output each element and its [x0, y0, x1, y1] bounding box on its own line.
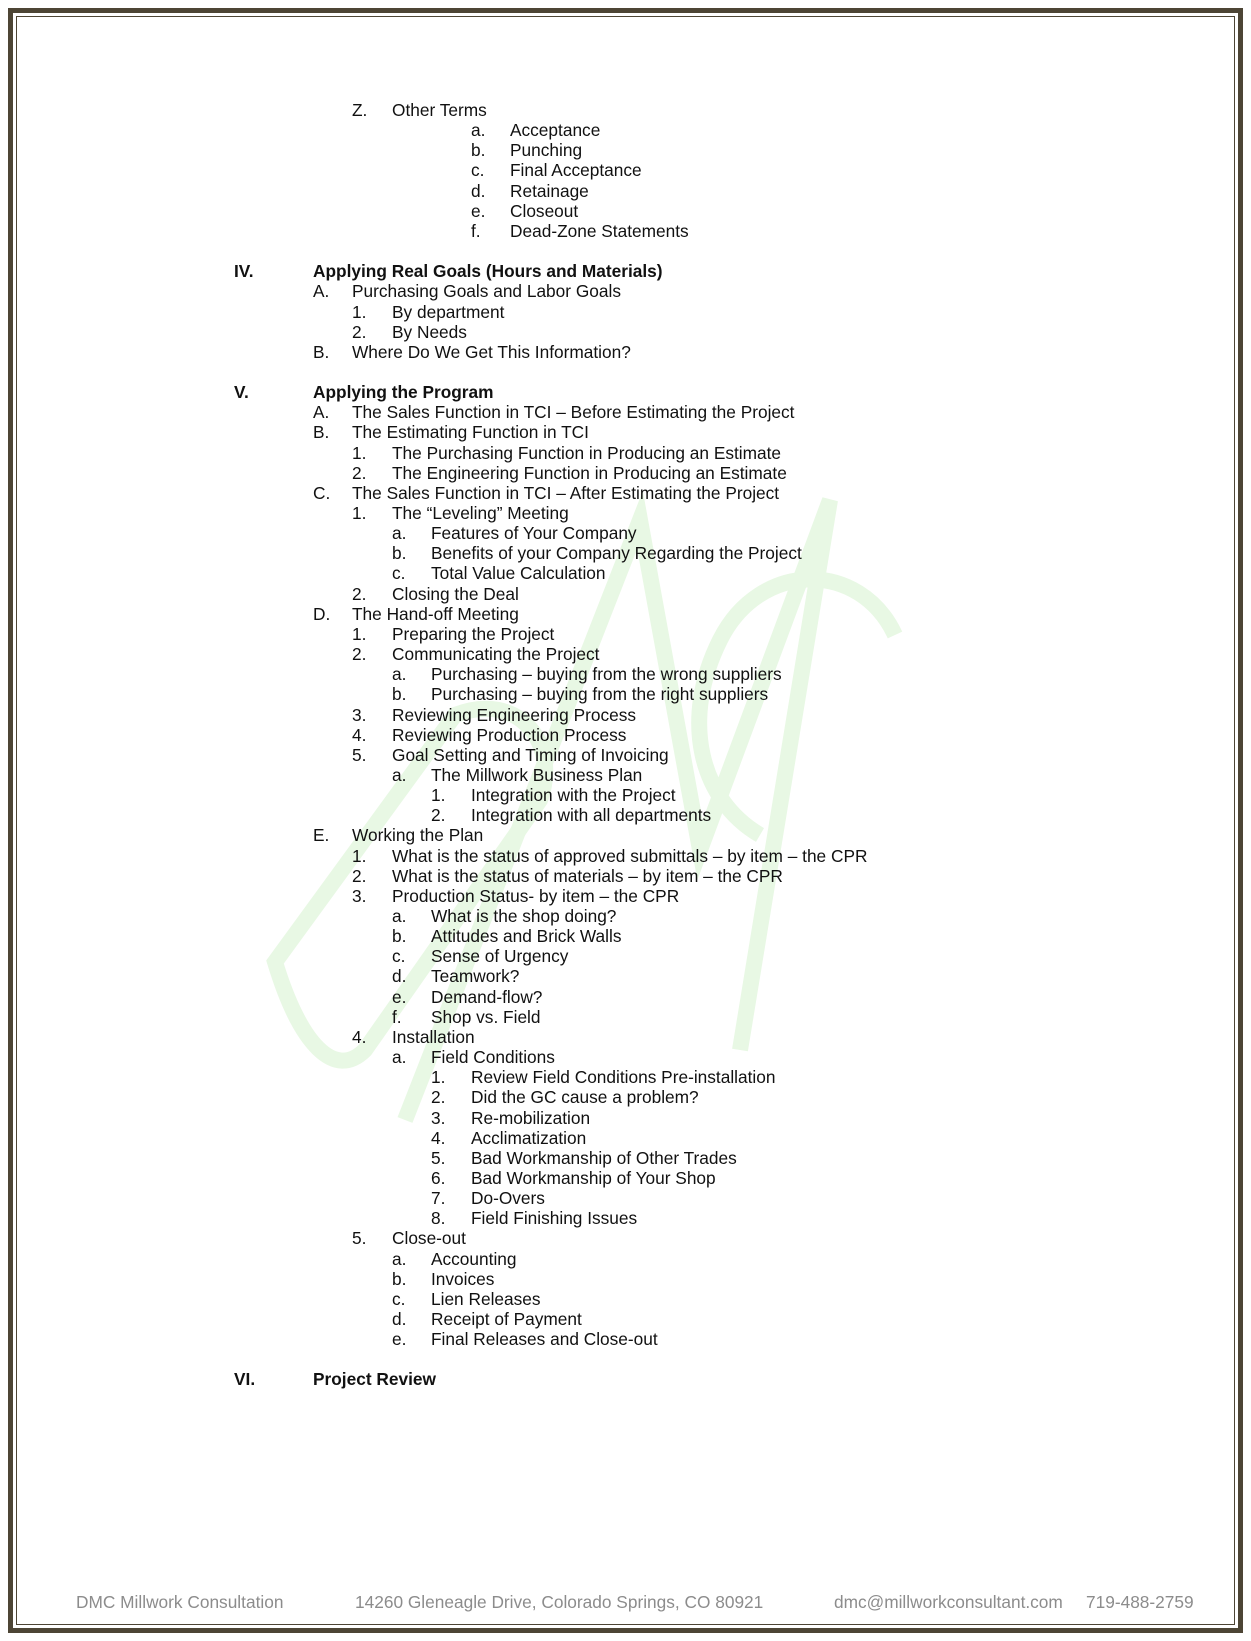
outline-text: Do-Overs — [471, 1188, 545, 1209]
outline-marker: c. — [392, 946, 406, 967]
outline-text: By Needs — [392, 321, 467, 342]
outline-marker: 4. — [352, 1026, 367, 1047]
outline-text: Production Status- by item – the CPR — [392, 885, 680, 906]
outline-text: Where Do We Get This Information? — [352, 341, 631, 362]
page-footer — [0, 1590, 1251, 1614]
outline-text: Field Conditions — [431, 1047, 555, 1068]
outline-marker: B. — [313, 341, 330, 362]
outline-marker: 8. — [431, 1208, 446, 1229]
outline-text: Purchasing – buying from the wrong suppliers — [431, 664, 782, 685]
outline-text: Re-mobilization — [471, 1107, 591, 1128]
outline-marker: b. — [392, 543, 407, 564]
outline-text: The “Leveling” Meeting — [392, 503, 569, 523]
outline-marker: a. — [392, 906, 407, 926]
outline-marker: 2. — [352, 644, 367, 665]
outline-marker: 4. — [431, 1127, 446, 1148]
outline-text: Purchasing Goals and Labor Goals — [352, 281, 621, 302]
outline-text: Punching — [510, 140, 583, 161]
outline-marker: A. — [313, 402, 330, 423]
outline-text: Communicating the Project — [392, 644, 600, 665]
outline-marker: Z. — [352, 100, 368, 120]
outline-marker: 6. — [431, 1167, 446, 1188]
outline-text: Review Field Conditions Pre-installation — [471, 1067, 776, 1088]
outline-text: Other Terms — [392, 100, 487, 120]
outline-marker: c. — [471, 160, 485, 181]
footer-phone: 719-488-2759 — [1086, 1592, 1194, 1612]
outline-text: The Sales Function in TCI – Before Estimating the Project — [352, 402, 795, 423]
outline-text: Accounting — [431, 1248, 517, 1269]
outline-text: Goal Setting and Timing of Invoicing — [392, 744, 669, 765]
outline-text: Acceptance — [510, 120, 601, 141]
outline-marker: D. — [313, 603, 331, 624]
outline-marker: 5. — [352, 744, 367, 765]
outline-text: What is the status of approved submittals – by item – the CPR — [392, 845, 868, 866]
outline-text: Applying the Program — [313, 382, 494, 403]
outline-marker: d. — [392, 1309, 407, 1329]
outline-text: The Millwork Business Plan — [431, 764, 643, 785]
outline-text: Closeout — [510, 200, 579, 221]
outline-marker: 5. — [431, 1147, 446, 1168]
outline-marker: 1. — [431, 1067, 446, 1088]
outline-text: The Engineering Function in Producing an Estimate — [392, 462, 787, 483]
outline-marker: 2. — [352, 321, 367, 342]
outline-marker: C. — [313, 482, 331, 503]
outline-text: Retainage — [510, 180, 589, 201]
outline-marker: VI. — [234, 1369, 256, 1390]
outline-marker: 1. — [431, 785, 446, 806]
outline-text: Features of Your Company — [431, 523, 637, 544]
footer-address: 14260 Gleneagle Drive, Colorado Springs, CO 80921 — [355, 1592, 764, 1612]
outline-marker: a. — [392, 764, 407, 785]
outline-text: The Estimating Function in TCI — [352, 422, 589, 443]
outline-text: The Purchasing Function in Producing an Estimate — [392, 442, 782, 463]
outline-text: Reviewing Engineering Process — [392, 704, 636, 725]
outline-text: Project Review — [313, 1369, 436, 1390]
outline-marker: 5. — [352, 1228, 367, 1249]
outline-marker: 3. — [431, 1107, 446, 1128]
outline-text: Did the GC cause a problem? — [471, 1087, 699, 1108]
outline-text: What is the status of materials – by item – the CPR — [392, 865, 783, 886]
outline-marker: b. — [471, 140, 486, 161]
outline-marker: e. — [471, 200, 486, 221]
outline-marker: e. — [392, 986, 407, 1007]
outline-marker: 1. — [352, 845, 367, 866]
outline-marker: a. — [392, 664, 407, 685]
outline-marker: d. — [471, 180, 486, 201]
outline-text: Integration with all departments — [471, 805, 712, 826]
outline-text: Sense of Urgency — [431, 946, 569, 967]
outline-marker: 2. — [431, 1087, 446, 1108]
outline-marker: 1. — [352, 442, 367, 463]
outline-marker: E. — [313, 825, 330, 846]
outline-marker: a. — [392, 523, 407, 544]
outline-text: Demand-flow? — [431, 986, 543, 1007]
outline-text: Invoices — [431, 1268, 495, 1289]
outline-text: Attitudes and Brick Walls — [431, 926, 622, 947]
outline-marker: f. — [471, 220, 481, 241]
outline-text: Final Acceptance — [510, 160, 642, 181]
outline-text: Dead-Zone Statements — [510, 220, 689, 241]
outline-marker: b. — [392, 926, 407, 947]
outline-text: Installation — [392, 1026, 475, 1047]
outline-text: Applying Real Goals (Hours and Materials) — [313, 261, 663, 282]
outline-text: Lien Releases — [431, 1288, 541, 1309]
outline-text: The Hand-off Meeting — [352, 603, 519, 624]
outline-marker: f. — [392, 1006, 402, 1027]
outline-marker: B. — [313, 422, 330, 443]
outline-marker: a. — [392, 1047, 407, 1068]
outline-marker: 1. — [352, 503, 367, 523]
outline-text: Benefits of your Company Regarding the Project — [431, 543, 802, 564]
outline-text: Bad Workmanship of Your Shop — [471, 1167, 716, 1188]
outline-text: By department — [392, 301, 505, 322]
outline-marker: A. — [313, 281, 330, 302]
outline-marker: e. — [392, 1329, 407, 1350]
outline-marker: c. — [392, 563, 406, 584]
outline-marker: b. — [392, 684, 407, 705]
outline-text: Shop vs. Field — [431, 1006, 541, 1027]
outline-marker: d. — [392, 966, 407, 987]
footer-company: DMC Millwork Consultation — [76, 1592, 284, 1612]
outline-text: Integration with the Project — [471, 785, 676, 806]
outline-marker: 1. — [352, 623, 367, 644]
outline-text: Closing the Deal — [392, 583, 519, 604]
outline-text: What is the shop doing? — [431, 906, 617, 926]
outline-text: Bad Workmanship of Other Trades — [471, 1147, 737, 1168]
outline-marker: 1. — [352, 301, 367, 322]
outline-text: Final Releases and Close-out — [431, 1329, 658, 1350]
outline-text: Preparing the Project — [392, 623, 555, 644]
outline-text: Total Value Calculation — [431, 563, 606, 584]
outline-marker: c. — [392, 1288, 406, 1309]
outline-marker: V. — [234, 382, 249, 403]
outline-marker: b. — [392, 1268, 407, 1289]
outline-marker: 2. — [352, 865, 367, 886]
outline-text: Reviewing Production Process — [392, 724, 627, 745]
outline-marker: 7. — [431, 1188, 446, 1209]
outline-marker: 3. — [352, 704, 367, 725]
outline-marker: a. — [392, 1248, 407, 1269]
outline-text: The Sales Function in TCI – After Estimating the Project — [352, 482, 780, 503]
outline-marker: 2. — [431, 805, 446, 826]
outline-text: Field Finishing Issues — [471, 1208, 638, 1229]
outline-text: Acclimatization — [471, 1127, 587, 1148]
outline-marker: 2. — [352, 583, 367, 604]
outline-marker: 2. — [352, 462, 367, 483]
outline-marker: a. — [471, 120, 486, 141]
footer-email: dmc@millworkconsultant.com — [834, 1592, 1063, 1612]
outline-text: Working the Plan — [352, 825, 484, 846]
outline-marker: IV. — [234, 261, 254, 282]
outline-text: Purchasing – buying from the right suppliers — [431, 684, 769, 705]
outline-text: Close-out — [392, 1228, 466, 1249]
outline-marker: 4. — [352, 724, 367, 745]
outline-marker: 3. — [352, 885, 367, 906]
outline-text: Receipt of Payment — [431, 1309, 582, 1329]
outline-text: Teamwork? — [431, 966, 520, 987]
